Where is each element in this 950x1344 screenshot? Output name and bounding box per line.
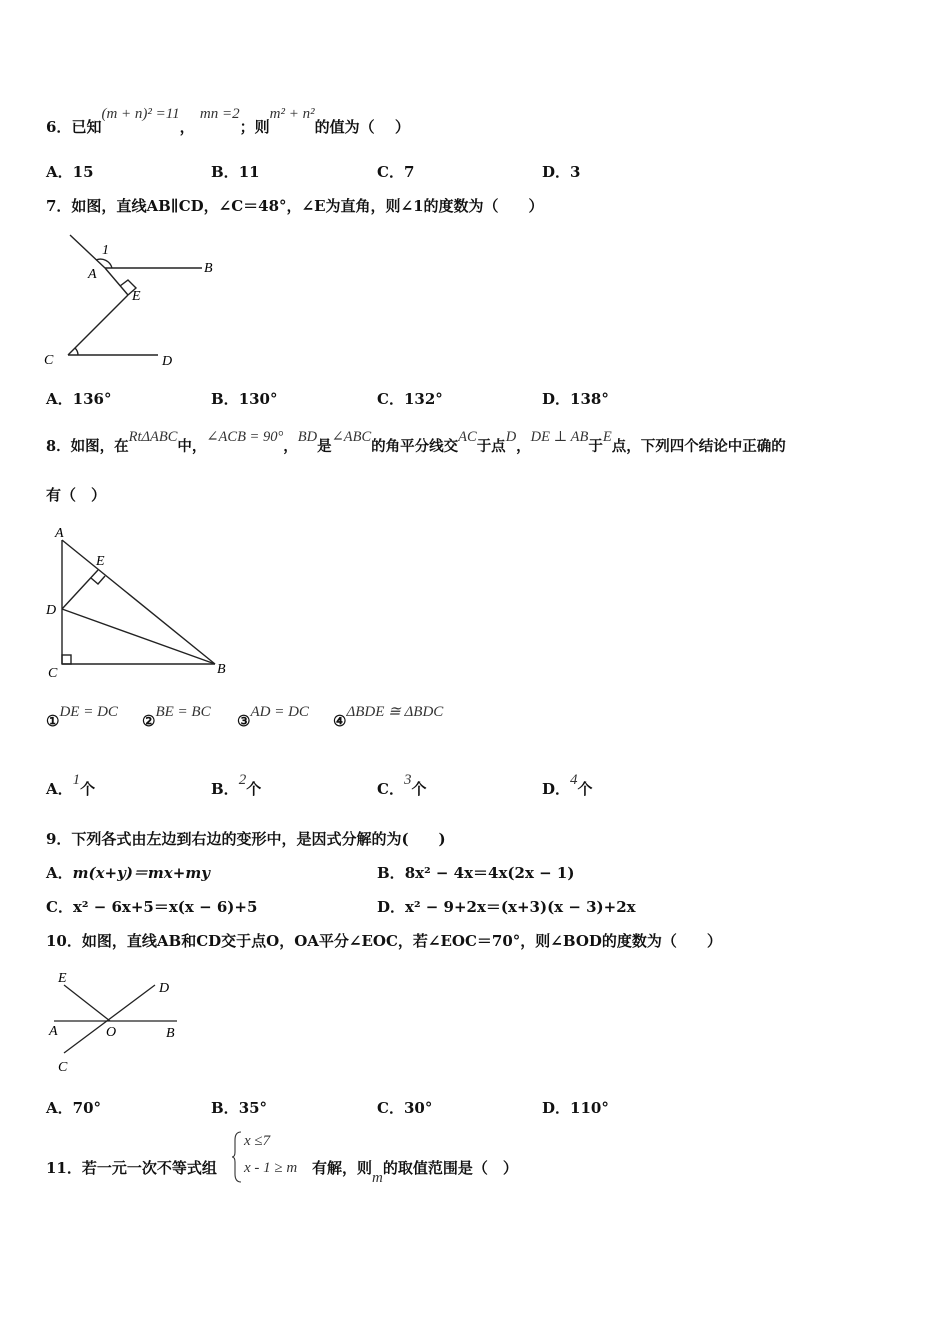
q8-conclusion-1: ①DE = DC: [46, 704, 118, 730]
q7-option-b[interactable]: B．130°: [211, 390, 278, 408]
q9-option-a[interactable]: A．m(x+y)＝mx+my: [46, 864, 210, 882]
q10-label-b: B: [166, 1026, 175, 1041]
q7-line-ec: [68, 295, 128, 355]
q7-option-c[interactable]: C．132°: [377, 390, 443, 408]
q8-option-b[interactable]: B．2个: [211, 772, 262, 798]
q8-label-b: B: [217, 662, 226, 677]
q8-conclusion-3: ③AD = DC: [237, 704, 309, 730]
question-8: 8．如图，在RtΔABC中，∠ACB = 90°，BD是∠ABC的角平分线交AC于点D，DE ⊥ AB于E点，下列四个结论中正确的: [46, 429, 786, 455]
question-9: 9．下列各式由左边到右边的变形中，是因式分解的为( ): [46, 830, 446, 848]
q8-right-angle-c: [62, 655, 71, 664]
question-11-prefix: 11．若一元一次不等式组: [46, 1159, 217, 1177]
q6-option-c[interactable]: C．7: [377, 163, 415, 181]
q8-label-e: E: [96, 554, 105, 569]
q10-option-d[interactable]: D．110°: [542, 1099, 609, 1117]
q10-label-a: A: [49, 1024, 58, 1039]
q8-segment-db: [62, 609, 215, 664]
q6-expr2: mn =2: [199, 106, 240, 122]
q8-label-c: C: [48, 666, 58, 681]
q10-option-b[interactable]: B．35°: [211, 1099, 268, 1117]
q8-label-d: D: [46, 603, 57, 618]
q7-option-d[interactable]: D．138°: [542, 390, 609, 408]
q10-label-e: E: [58, 971, 67, 986]
q8-option-c[interactable]: C．3个: [377, 772, 427, 798]
q10-figure: [40, 965, 200, 1080]
q6-option-d[interactable]: D．3: [542, 163, 581, 181]
q10-label-d: D: [159, 981, 170, 996]
q10-option-a[interactable]: A．70°: [46, 1099, 102, 1117]
q8-conclusion-4: ④ΔBDE ≅ ΔBDC: [333, 704, 444, 730]
q7-figure: [40, 230, 230, 375]
q9-option-b[interactable]: B．8x² − 4x＝4x(2x − 1): [377, 864, 575, 882]
question-10: 10．如图，直线AB和CD交于点O，OA平分∠EOC，若∠EOC＝70°，则∠BOD的度数为（ ）: [46, 932, 722, 950]
q7-option-a[interactable]: A．136°: [46, 390, 112, 408]
q8-label-a: A: [55, 526, 64, 541]
q10-ray-oe: [64, 985, 110, 1021]
q7-angle-c-arc: [75, 348, 78, 355]
q6-option-b[interactable]: B．11: [211, 163, 260, 181]
q7-label-d: D: [162, 354, 173, 369]
question-11-suffix: 有解，则m的取值范围是（ ）: [312, 1159, 518, 1186]
q11-inequality-1: x ≤7: [244, 1133, 271, 1149]
question-7: 7．如图，直线AB∥CD，∠C＝48°，∠E为直角，则∠1的度数为（ ）: [46, 197, 544, 215]
q8-option-a[interactable]: A．1个: [46, 772, 96, 798]
q10-option-c[interactable]: C．30°: [377, 1099, 433, 1117]
q6-expr1: (m + n)² =11: [101, 106, 180, 122]
question-6: 6．已知(m + n)² =11， mn =2；则m² + n²的值为（ ）: [46, 106, 410, 136]
q9-option-c[interactable]: C．x² − 6x+5＝x(x − 6)+5: [46, 898, 258, 916]
q8-figure: [40, 522, 240, 682]
q7-label-e: E: [132, 289, 141, 304]
q8-right-angle-e: [91, 576, 105, 584]
q7-label-1: 1: [102, 243, 109, 258]
q9-option-d[interactable]: D．x² − 9+2x＝(x+3)(x − 3)+2x: [377, 898, 636, 916]
q7-label-c: C: [44, 353, 54, 368]
q8-side-ab: [62, 540, 215, 664]
q10-label-c: C: [58, 1060, 68, 1075]
q8-segment-de: [62, 570, 98, 609]
question-8-line2: 有（ ）: [46, 486, 107, 504]
q7-label-b: B: [204, 261, 213, 276]
q10-label-o: O: [106, 1025, 117, 1040]
q7-label-a: A: [88, 267, 97, 282]
q7-line-ae: [105, 268, 128, 295]
q8-conclusion-2: ②BE = BC: [142, 704, 211, 730]
q11-inequality-2: x - 1 ≥ m: [244, 1160, 298, 1176]
q7-line-ray: [70, 235, 105, 268]
q6-option-a[interactable]: A．15: [46, 163, 94, 181]
q6-expr3: m² + n²: [269, 106, 315, 122]
q8-option-d[interactable]: D．4个: [542, 772, 593, 798]
q11-brace-icon: [231, 1130, 243, 1184]
